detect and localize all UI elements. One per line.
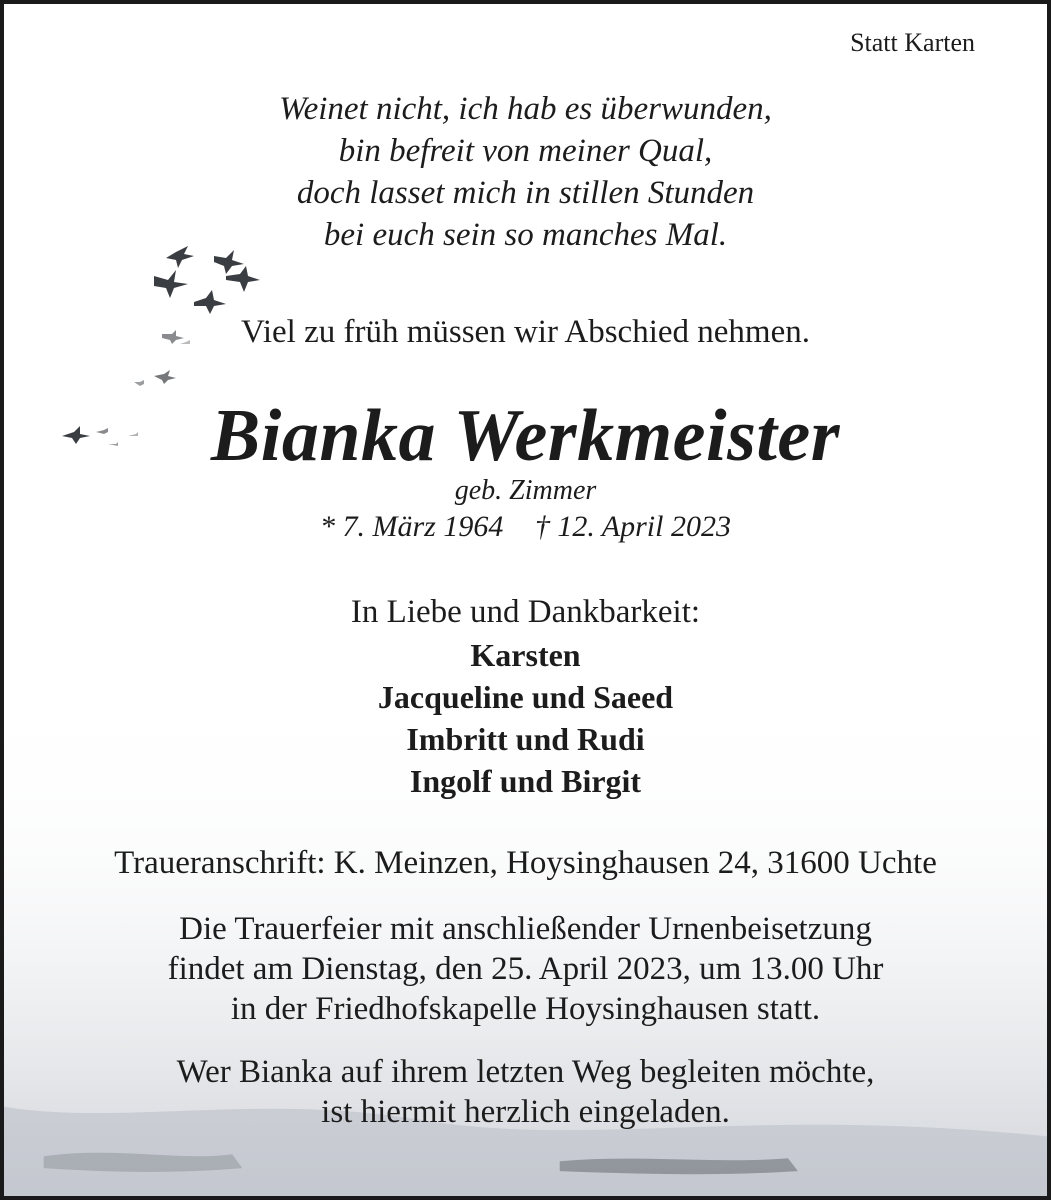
mourner-name: Jacqueline und Saeed bbox=[377, 679, 674, 715]
ceremony-line: Die Trauerfeier mit anschließender Urnenbeisetzung bbox=[179, 911, 872, 947]
birth-name: geb. Zimmer bbox=[454, 475, 597, 506]
deceased-name: Bianka Werkmeister bbox=[210, 395, 841, 477]
invitation-line: Wer Bianka auf ihrem letzten Weg begleiten möchte, bbox=[176, 1054, 875, 1090]
mourners-intro: In Liebe und Dankbarkeit: bbox=[350, 594, 701, 630]
life-dates bbox=[4, 509, 1047, 545]
ceremony-line: findet am Dienstag, den 25. April 2023, um 13.00 Uhr bbox=[167, 951, 884, 987]
mourner-name: Imbritt und Rudi bbox=[406, 721, 645, 757]
farewell-line: Viel zu früh müssen wir Abschied nehmen. bbox=[241, 314, 810, 350]
poem-line: doch lasset mich in stillen Stunden bbox=[296, 175, 755, 211]
mourning-address: Traueranschrift: K. Meinzen, Hoysinghausen 24, 31600 Uchte bbox=[114, 845, 937, 881]
mourners-list bbox=[4, 634, 1047, 802]
death-date: † 12. April 2023 bbox=[534, 510, 731, 543]
birth-date: * 7. März 1964 bbox=[320, 510, 504, 543]
statt-karten-label: Statt Karten bbox=[850, 28, 975, 57]
poem-line: bin befreit von meiner Qual, bbox=[338, 133, 713, 169]
ceremony-line: in der Friedhofskapelle Hoysinghausen statt. bbox=[230, 991, 821, 1027]
ceremony-info bbox=[4, 909, 1047, 1029]
invitation bbox=[4, 1052, 1047, 1132]
poem-line: bei euch sein so manches Mal. bbox=[323, 217, 728, 253]
invitation-line: ist hiermit herzlich eingeladen. bbox=[321, 1094, 730, 1130]
mourner-name: Karsten bbox=[470, 637, 581, 673]
poem-line: Weinet nicht, ich hab es überwunden, bbox=[279, 91, 772, 127]
mourner-name: Ingolf und Birgit bbox=[409, 763, 642, 799]
poem bbox=[4, 88, 1047, 256]
